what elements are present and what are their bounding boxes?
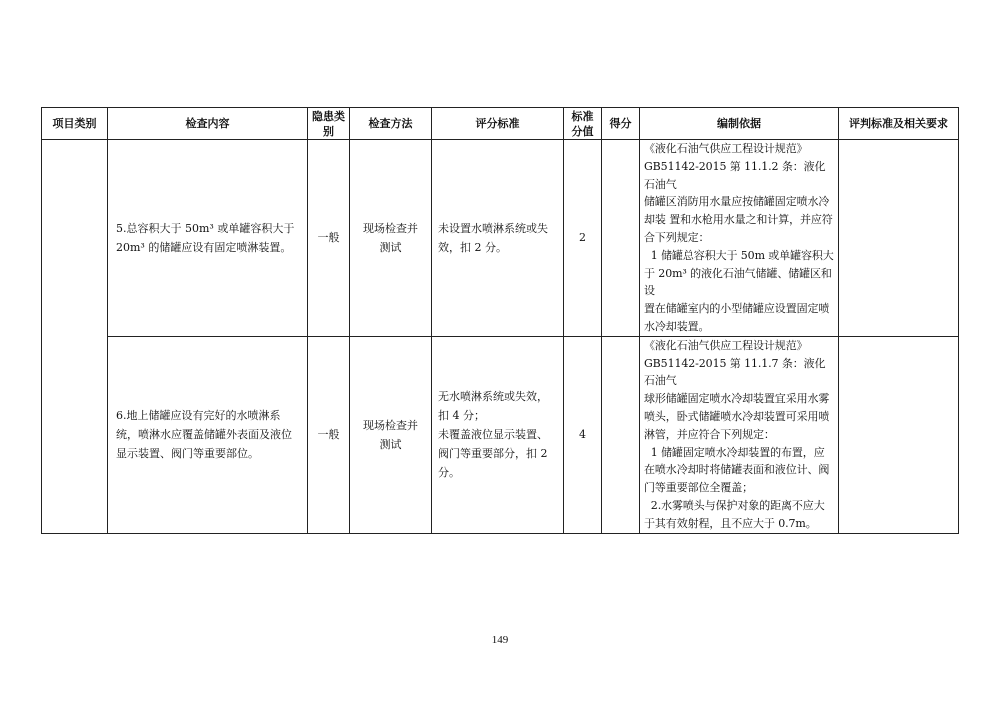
- method-cell: 现场检查并测试: [350, 140, 432, 337]
- basis-line: 门等重要部位全覆盖；: [644, 481, 753, 495]
- requirements-cell: [839, 336, 959, 533]
- scoring-line: 无水喷淋系统或失效，扣 4 分；: [438, 390, 548, 423]
- basis-line: 《液化石油气供应工程设计规范》: [644, 142, 808, 155]
- requirements-cell: [839, 140, 959, 337]
- standard-score-cell: 4: [564, 336, 602, 533]
- hazard-type-cell: 一般: [308, 336, 350, 533]
- standard-score-cell: 2: [564, 140, 602, 337]
- basis-cell: [640, 336, 839, 533]
- table-row: [42, 140, 959, 337]
- basis-line: 合下列规定：: [644, 230, 710, 244]
- basis-line: 1 储罐总容积大于 50m 或单罐容积大: [644, 248, 834, 262]
- table-row: [42, 336, 959, 533]
- content-cell: 6.地上储罐应设有完好的水喷淋系统，喷淋水应覆盖储罐外表面及液位显示装置、阀门等重要部位。: [108, 336, 308, 533]
- scoring-cell: 未设置水喷淋系统或失效，扣 2 分。: [432, 140, 564, 337]
- basis-line: 淋管，并应符合下列规定：: [644, 427, 775, 441]
- basis-line: 2.水雾喷头与保护对象的距离不应大: [644, 498, 825, 512]
- scoring-line: 未覆盖液位显示装置、阀门等重要部分，扣 2 分。: [438, 428, 548, 480]
- header-hazard-type: 隐患类别: [308, 108, 350, 140]
- scoring-cell: [432, 336, 564, 533]
- hazard-type-cell: 一般: [308, 140, 350, 337]
- header-method: 检查方法: [350, 108, 432, 140]
- score-cell: [602, 140, 640, 337]
- basis-line: 储罐区消防用水量应按储罐固定喷水冷: [644, 195, 830, 209]
- header-category: 项目类别: [42, 108, 108, 140]
- header-scoring: 评分标准: [432, 108, 564, 140]
- basis-line: 喷头，卧式储罐喷水冷却装置可采用喷: [644, 409, 830, 423]
- method-cell: 现场检查并测试: [350, 336, 432, 533]
- basis-line: 于其有效射程，且不应大于 0.7m。: [644, 516, 817, 530]
- basis-line: 在喷水冷却时将储罐表面和液位计、阀: [644, 463, 830, 477]
- basis-line: 《液化石油气供应工程设计规范》: [644, 338, 808, 352]
- basis-line: 球形储罐固定喷水冷却装置宜采用水雾: [644, 392, 830, 406]
- header-score: 得分: [602, 108, 640, 140]
- basis-line: GB51142-2015 第 11.1.7 条：液化石油气: [644, 356, 826, 388]
- header-standard-score: 标准分值: [564, 108, 602, 140]
- basis-line: 水冷却装置。: [644, 319, 710, 333]
- header-content: 检查内容: [108, 108, 308, 140]
- basis-line: 于 20m³ 的液化石油气储罐、储罐区和设: [644, 266, 832, 298]
- page-number: 149: [491, 634, 509, 646]
- inspection-table: [41, 107, 959, 534]
- header-requirements: 评判标准及相关要求: [839, 108, 959, 140]
- basis-cell: [640, 140, 839, 337]
- header-basis: 编制依据: [640, 108, 839, 140]
- basis-line: GB51142-2015 第 11.1.2 条：液化石油气: [644, 159, 826, 191]
- content-cell: 5.总容积大于 50m³ 或单罐容积大于 20m³ 的储罐应设有固定喷淋装置。: [108, 140, 308, 337]
- score-cell: [602, 336, 640, 533]
- category-cell: [42, 140, 108, 534]
- basis-line: 1 储罐固定喷水冷却装置的布置，应: [644, 445, 825, 459]
- table-header-row: [42, 108, 959, 140]
- basis-line: 置在储罐室内的小型储罐应设置固定喷: [644, 302, 830, 316]
- basis-line: 却装 置和水枪用水量之和计算，并应符: [644, 213, 833, 227]
